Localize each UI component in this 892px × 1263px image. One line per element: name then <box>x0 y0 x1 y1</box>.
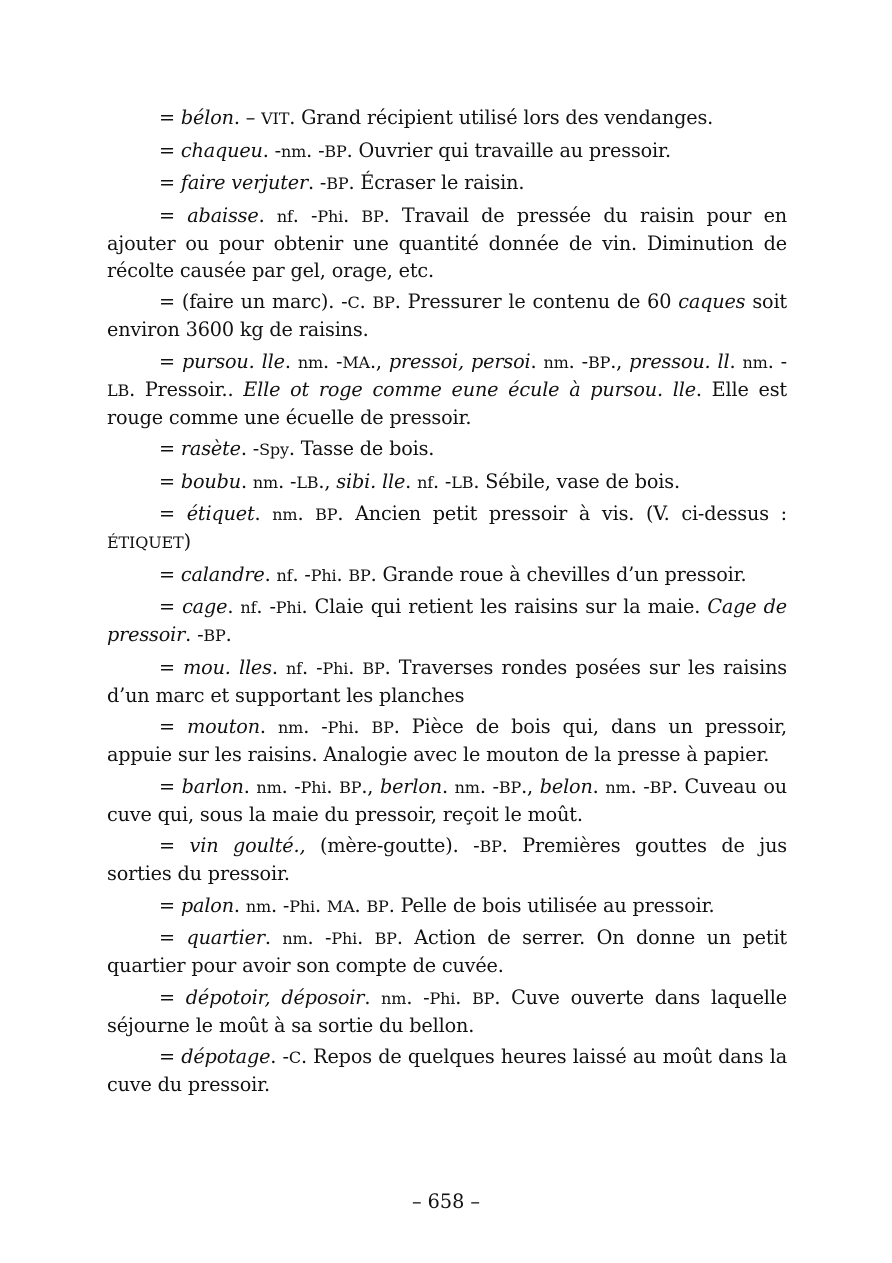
entry-text: = <box>159 437 181 460</box>
entry-abbrev: Phi <box>322 658 349 678</box>
entry-abbrev: nm <box>742 352 768 372</box>
entry-text: . - <box>262 138 281 162</box>
entry-text: . <box>259 715 278 738</box>
entry-abbrev: LB <box>451 472 474 492</box>
page-number: – 658 – <box>411 1190 480 1213</box>
entry-term: calandre <box>180 562 265 586</box>
entry-abbrev: BP <box>374 929 397 948</box>
entry-abbrev: nm <box>543 352 569 372</box>
entry-abbrev: ÉTIQUET <box>107 533 184 552</box>
entry-term: vin goulté., <box>189 834 306 857</box>
entry-text: . <box>315 893 327 917</box>
entry-term: barlon <box>181 774 244 798</box>
entry-text: . <box>258 203 277 227</box>
entry-abbrev: MA <box>342 352 370 372</box>
entry-text: = <box>159 469 181 493</box>
entry-abbrev: Phi <box>310 565 337 585</box>
entry-abbrev: nm <box>256 777 282 797</box>
entry-text: (mère-goutte). - <box>305 834 480 857</box>
entry-text: . <box>336 562 349 586</box>
entry-text: = <box>159 595 183 618</box>
entry-term: pressou. ll <box>629 349 730 373</box>
entry-text: . Grand récipient utilisé lors des vendanges. <box>289 106 714 129</box>
entry-text: . Ouvrier qui travaille au pressoir. <box>346 138 671 162</box>
entry-abbrev: Spy <box>259 440 289 459</box>
entry-term: sibi. lle <box>336 469 406 493</box>
entry-term: boubu <box>180 469 241 493</box>
entry-text: . Pelle de bois utilisée au pressoir. <box>388 893 715 917</box>
entry-text: . <box>343 203 362 227</box>
entry-abbrev: Phi <box>300 777 327 797</box>
entry-term: quartier <box>186 926 265 949</box>
entry-text: . <box>592 774 606 798</box>
entry-term: mou. lles <box>183 655 272 679</box>
entry-abbrev: nm <box>605 777 631 797</box>
entry-text: . - <box>433 469 452 493</box>
glossary-entry <box>107 832 787 887</box>
entry-abbrev: BP <box>326 174 349 193</box>
entry-text: . Pièce de bois qui, dans un pressoir, appuie sur les raisins. Analogie avec le mouton de la presse à papier. <box>107 715 787 766</box>
entry-abbrev: BP <box>479 837 502 856</box>
entry-term: chaqueu <box>180 138 263 162</box>
entry-text: . - <box>306 138 325 162</box>
entry-text: . - <box>568 349 588 373</box>
entry-text: = <box>159 1045 182 1068</box>
entry-text: . - <box>767 349 788 373</box>
glossary-entry <box>107 561 787 589</box>
entry-text: = <box>159 774 182 798</box>
entry-abbrev: nf <box>276 206 293 226</box>
entry-abbrev: BP <box>371 718 394 737</box>
entry-text: = <box>159 893 181 917</box>
entry-text: soit environ 3600 kg de raisins. <box>107 290 787 341</box>
entry-term: dépotoir, déposoir <box>185 985 365 1009</box>
entry-abbrev: BP <box>498 777 522 797</box>
entry-text: . – <box>233 106 262 129</box>
entry-abbrev: C <box>347 293 360 312</box>
glossary-entry <box>107 137 787 165</box>
entry-text: = <box>159 138 181 162</box>
entry-abbrev: BP <box>324 141 347 161</box>
entry-text: . - <box>303 715 328 738</box>
entry-text: . Premières gouttes de jus sorties du pressoir. <box>107 834 788 885</box>
entry-text: ., <box>318 469 337 493</box>
entry-term: Elle ot roge comme eune écule à pursou. lle <box>243 377 696 401</box>
entry-text: . <box>455 985 473 1009</box>
glossary-entry <box>107 169 787 197</box>
entry-text: = <box>159 655 184 679</box>
entry-abbrev: BP <box>372 293 395 312</box>
entry-text: . <box>243 774 257 798</box>
entry-text: . Pressurer le contenu de 60 <box>394 290 679 313</box>
entry-abbrev: nm <box>297 352 323 372</box>
entry-text: . <box>271 655 287 679</box>
entry-text: . <box>326 774 340 798</box>
entry-text: . <box>240 469 253 493</box>
entry-abbrev: BP <box>361 206 384 226</box>
entry-text: = <box>159 985 186 1009</box>
entry-text: ., <box>610 349 630 373</box>
page-body <box>107 104 787 1103</box>
entry-text: . - <box>278 469 297 493</box>
entry-abbrev: BP <box>339 777 362 797</box>
entry-text: . Tasse de bois. <box>288 437 435 460</box>
entry-text: . <box>264 926 283 949</box>
entry-abbrev: VIT <box>261 109 290 128</box>
entry-text: . - <box>271 893 290 917</box>
entry-abbrev: nm <box>272 505 298 524</box>
entry-text: . - <box>292 203 318 227</box>
entry-text: . <box>354 893 367 917</box>
entry-text: . <box>729 349 743 373</box>
entry-abbrev: Phi <box>289 896 315 916</box>
entry-term: rasète <box>180 437 241 460</box>
glossary-entry <box>107 984 787 1039</box>
entry-abbrev: nf <box>417 472 433 492</box>
entry-abbrev: nf <box>286 658 302 678</box>
entry-text: = <box>159 349 182 373</box>
entry-text: . - <box>307 926 332 949</box>
entry-text: = <box>159 715 188 738</box>
entry-text: = <box>159 834 190 857</box>
entry-text: . - <box>479 774 499 798</box>
glossary-entry <box>107 202 787 284</box>
entry-abbrev: nm <box>278 718 304 737</box>
entry-text: . Travail de pressée du raisin pour en ajouter ou pour obtenir une quantité donnée de vin. Diminution de récolte causée par gel, orage, etc. <box>107 203 787 282</box>
entry-term: caques <box>678 290 746 313</box>
entry-abbrev: BP <box>348 565 371 585</box>
entry-text: . - <box>270 1045 289 1068</box>
entry-text: . <box>297 502 316 525</box>
entry-text: = <box>159 502 187 525</box>
entry-abbrev: BP <box>649 777 672 797</box>
entry-term: palon <box>180 893 234 917</box>
entry-abbrev: nm <box>245 896 272 916</box>
entry-term: Cage de pressoir <box>107 595 787 646</box>
entry-term: berlon <box>379 774 442 798</box>
glossary-entry <box>107 773 787 828</box>
entry-text: . Traverses rondes posées sur les raisins d’un marc et supportant les planches <box>107 655 788 707</box>
entry-text: . Cuve ouverte dans laquelle séjourne le moût à sa sortie du bellon. <box>107 985 787 1037</box>
entry-text: . Action de serrer. On donne un petit quartier pour avoir son compte de cuvée. <box>107 926 787 977</box>
entry-term: mouton <box>187 715 260 738</box>
entry-abbrev: BP <box>588 352 611 372</box>
entry-text: . <box>348 655 363 679</box>
entry-text: . Cuveau ou cuve qui, sous la maie du pressoir, reçoit le moût. <box>107 774 787 826</box>
entry-text: ., <box>369 349 389 373</box>
entry-abbrev: nf <box>240 598 257 617</box>
entry-term: bélon <box>180 106 234 129</box>
entry-text: . <box>364 985 382 1009</box>
entry-abbrev: Phi <box>331 929 358 948</box>
glossary-entry <box>107 713 787 768</box>
entry-text: = <box>159 562 181 586</box>
entry-text: . - <box>185 623 204 646</box>
entry-term: pressoi, persoi <box>388 349 531 373</box>
entry-abbrev: nm <box>454 777 480 797</box>
entry-text: . <box>264 562 277 586</box>
glossary-entry <box>107 1043 787 1098</box>
entry-text: . - <box>301 655 323 679</box>
entry-text: . <box>357 926 375 949</box>
entry-text: . <box>233 893 246 917</box>
entry-text: . - <box>308 171 327 194</box>
glossary-entry <box>107 924 787 979</box>
entry-text: . Elle est rouge comme une écuelle de pressoir. <box>107 377 787 429</box>
entry-text: ., <box>521 774 540 798</box>
entry-text: . - <box>323 349 343 373</box>
glossary-entry <box>107 348 787 431</box>
entry-abbrev: nm <box>282 929 308 948</box>
glossary-entry <box>107 288 787 343</box>
entry-text: . Pressoir.. <box>129 377 244 401</box>
entry-abbrev: Phi <box>275 598 302 617</box>
entry-abbrev: nm <box>280 141 307 161</box>
entry-term: étiquet <box>186 502 255 525</box>
entry-text: . Claie qui retient les raisins sur la maie. <box>301 595 708 618</box>
entry-abbrev: LB <box>296 472 319 492</box>
entry-text: . <box>353 715 372 738</box>
entry-term: cage <box>182 595 228 618</box>
entry-text: = <box>159 926 187 949</box>
entry-abbrev: Phi <box>317 206 344 226</box>
entry-abbrev: BP <box>362 658 385 678</box>
entry-text: . <box>359 290 373 313</box>
entry-abbrev: C <box>288 1048 301 1067</box>
entry-text: . Ancien petit pressoir à vis. (V. ci-dessus : <box>337 502 787 525</box>
entry-text: ) <box>183 530 191 553</box>
entry-text: . <box>405 469 418 493</box>
entry-text: . - <box>292 562 311 586</box>
entry-text: . <box>254 502 273 525</box>
glossary-entry <box>107 500 787 556</box>
entry-text: = <box>159 203 188 227</box>
entry-text: . - <box>256 595 276 618</box>
entry-abbrev: Phi <box>327 718 354 737</box>
glossary-entry <box>107 892 787 920</box>
entry-abbrev: BP <box>472 988 495 1008</box>
entry-term: faire verjuter <box>180 171 309 194</box>
entry-term: belon <box>539 774 593 798</box>
entry-text: ., <box>361 774 380 798</box>
entry-abbrev: BP <box>366 896 389 916</box>
entry-text: . Sébile, vase de bois. <box>473 469 680 493</box>
entry-text: . Repos de quelques heures laissé au moût dans la cuve du pressoir. <box>107 1045 788 1096</box>
entry-abbrev: nf <box>276 565 293 585</box>
glossary-entry <box>107 468 787 496</box>
entry-abbrev: nm <box>252 472 279 492</box>
entry-abbrev: Phi <box>429 988 456 1008</box>
entry-text: . <box>284 349 298 373</box>
glossary-entry <box>107 593 787 649</box>
entry-text: . - <box>630 774 650 798</box>
entry-text: . <box>225 623 232 646</box>
entry-abbrev: BP <box>315 505 338 524</box>
entry-text: . <box>227 595 241 618</box>
entry-text: . Écraser le raisin. <box>348 171 525 194</box>
entry-text: . - <box>406 985 430 1009</box>
entry-text: . Grande roue à chevilles d’un pressoir. <box>370 562 747 586</box>
entry-text: . - <box>240 437 260 460</box>
entry-abbrev: nm <box>381 988 407 1008</box>
entry-text: . - <box>281 774 301 798</box>
entry-text: . <box>530 349 544 373</box>
glossary-entry <box>107 435 787 463</box>
entry-term: dépotage <box>181 1045 271 1068</box>
entry-text: = <box>159 171 181 194</box>
glossary-entry <box>107 104 787 132</box>
entry-text: . <box>441 774 455 798</box>
entry-term: abaisse <box>187 203 259 227</box>
entry-text: = <box>159 106 181 129</box>
glossary-entry <box>107 654 787 709</box>
entry-abbrev: MA <box>326 896 355 916</box>
entry-term: pursou. lle <box>181 349 285 373</box>
entry-text: = (faire un marc). - <box>159 290 348 313</box>
entry-abbrev: LB <box>107 380 130 400</box>
entry-abbrev: BP <box>203 626 226 645</box>
